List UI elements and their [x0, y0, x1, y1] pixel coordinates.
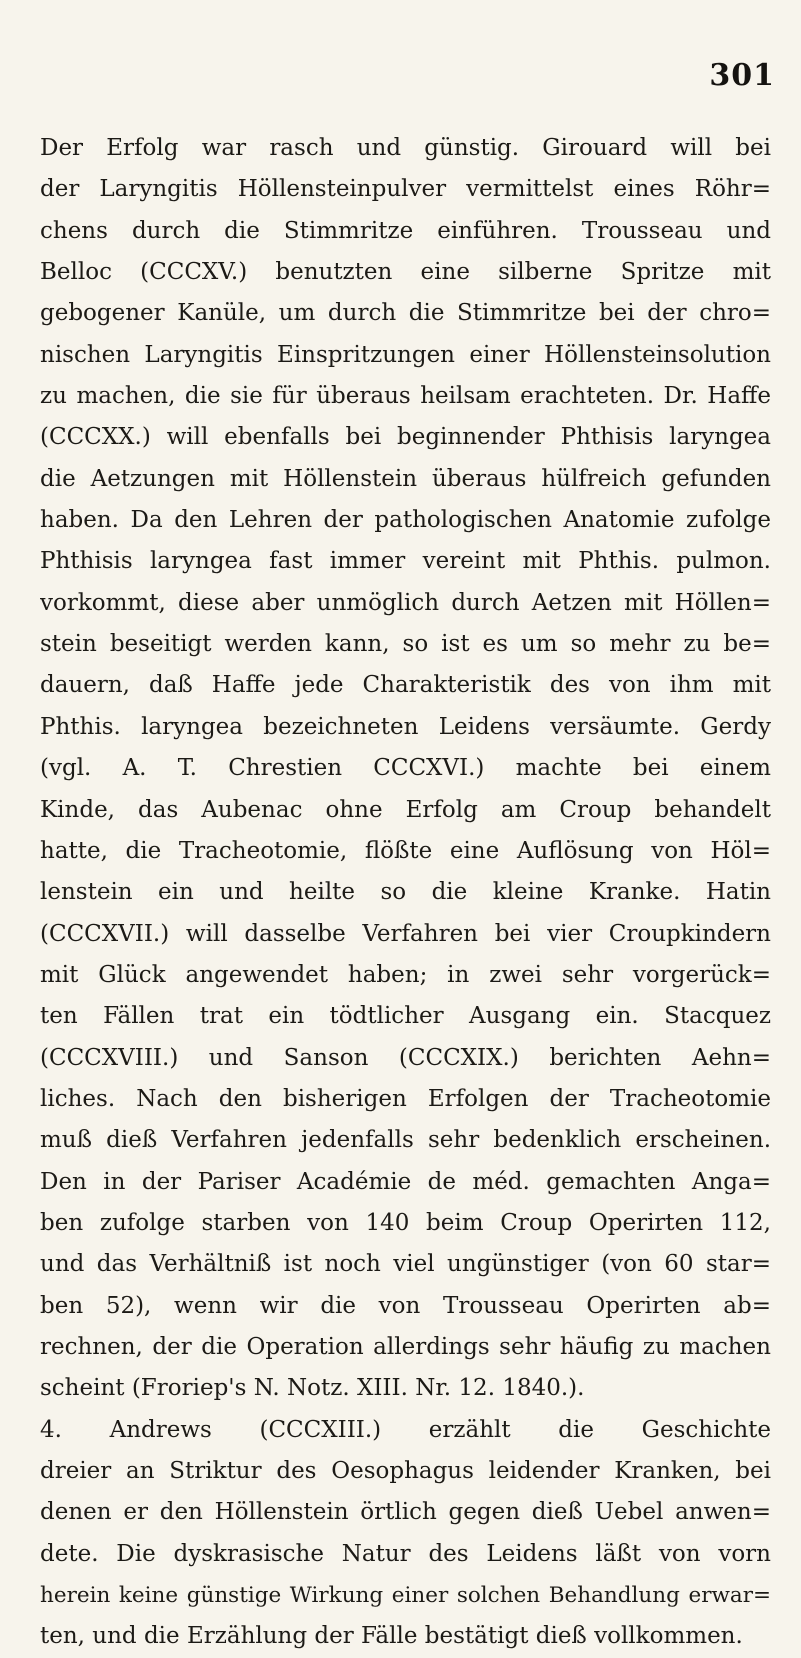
text-line: Belloc (CCCXV.) benutzten eine silberne Spritze mit	[40, 259, 771, 286]
text-line: der Laryngitis Höllensteinpulver vermittelst eines Röhr=	[40, 176, 771, 203]
text-line: 4. Andrews (CCCXIII.) erzählt die Geschichte	[40, 1416, 771, 1443]
text-line: Kinde, das Aubenac ohne Erfolg am Croup behandelt	[40, 796, 771, 823]
text-line: muß dieß Verfahren jedenfalls sehr bedenklich erscheinen.	[40, 1127, 771, 1154]
text-line: dete. Die dyskrasische Natur des Leidens läßt von vorn	[40, 1540, 771, 1567]
text-line: scheint (Froriep's N. Notz. XIII. Nr. 12. 1840.).	[40, 1375, 585, 1402]
text-line: gebogener Kanüle, um durch die Stimmritze bei der chro=	[40, 300, 771, 327]
text-line: (vgl. A. T. Chrestien CCCXVI.) machte bei einem	[40, 755, 771, 782]
text-line: die Aetzungen mit Höllenstein überaus hülfreich gefunden	[40, 465, 771, 492]
text-line: (CCCXX.) will ebenfalls bei beginnender Phthisis laryngea	[40, 424, 771, 451]
text-line: mit Glück angewendet haben; in zwei sehr vorgerück=	[40, 961, 771, 988]
text-line: liches. Nach den bisherigen Erfolgen der Tracheotomie	[40, 1085, 771, 1112]
text-line: ten, und die Erzählung der Fälle bestätigt dieß vollkommen.	[40, 1623, 743, 1650]
text-line: Den in der Pariser Académie de méd. gemachten Anga=	[40, 1168, 771, 1195]
text-line: (CCCXVIII.) und Sanson (CCCXIX.) berichten Aehn=	[40, 1044, 771, 1071]
text-line: dauern, daß Haffe jede Charakteristik des von ihm mit	[40, 672, 771, 699]
text-line: Der Erfolg war rasch und günstig. Girouard will bei	[40, 135, 771, 161]
text-line: herein keine günstige Wirkung einer solchen Behandlung erwar=	[40, 1583, 771, 1609]
text-line: Phthisis laryngea fast immer vereint mit Phthis. pulmon.	[40, 548, 771, 575]
page-number: 301	[709, 58, 775, 93]
text-line: chens durch die Stimmritze einführen. Trousseau und	[40, 217, 771, 244]
text-line: vorkommt, diese aber unmöglich durch Aetzen mit Höllen=	[40, 589, 771, 616]
text-line: nischen Laryngitis Einspritzungen einer Höllensteinsolution	[40, 341, 771, 368]
text-line: ten Fällen trat ein tödtlicher Ausgang ein. Stacquez	[40, 1003, 771, 1030]
text-line: denen er den Höllenstein örtlich gegen dieß Uebel anwen=	[40, 1499, 771, 1526]
text-line: zu machen, die sie für überaus heilsam erachteten. Dr. Haffe	[40, 383, 771, 410]
text-line: dreier an Striktur des Oesophagus leidender Kranken, bei	[40, 1458, 771, 1484]
text-line: (CCCXVII.) will dasselbe Verfahren bei vier Croupkindern	[40, 920, 771, 947]
text-line: und das Verhältniß ist noch viel ungünstiger (von 60 star=	[40, 1251, 771, 1278]
text-line: stein beseitigt werden kann, so ist es um so mehr zu be=	[40, 631, 771, 658]
text-line: lenstein ein und heilte so die kleine Kranke. Hatin	[40, 879, 771, 906]
body-text	[40, 128, 771, 1658]
text-line: rechnen, der die Operation allerdings sehr häufig zu machen	[40, 1333, 771, 1360]
text-line: hatte, die Tracheotomie, flößte eine Auflösung von Höl=	[40, 837, 771, 864]
text-line: haben. Da den Lehren der pathologischen Anatomie zufolge	[40, 507, 771, 534]
text-line: Phthis. laryngea bezeichneten Leidens versäumte. Gerdy	[40, 713, 771, 740]
text-line: ben zufolge starben von 140 beim Croup Operirten 112,	[40, 1209, 771, 1236]
text-line: ben 52), wenn wir die von Trousseau Operirten ab=	[40, 1292, 771, 1319]
